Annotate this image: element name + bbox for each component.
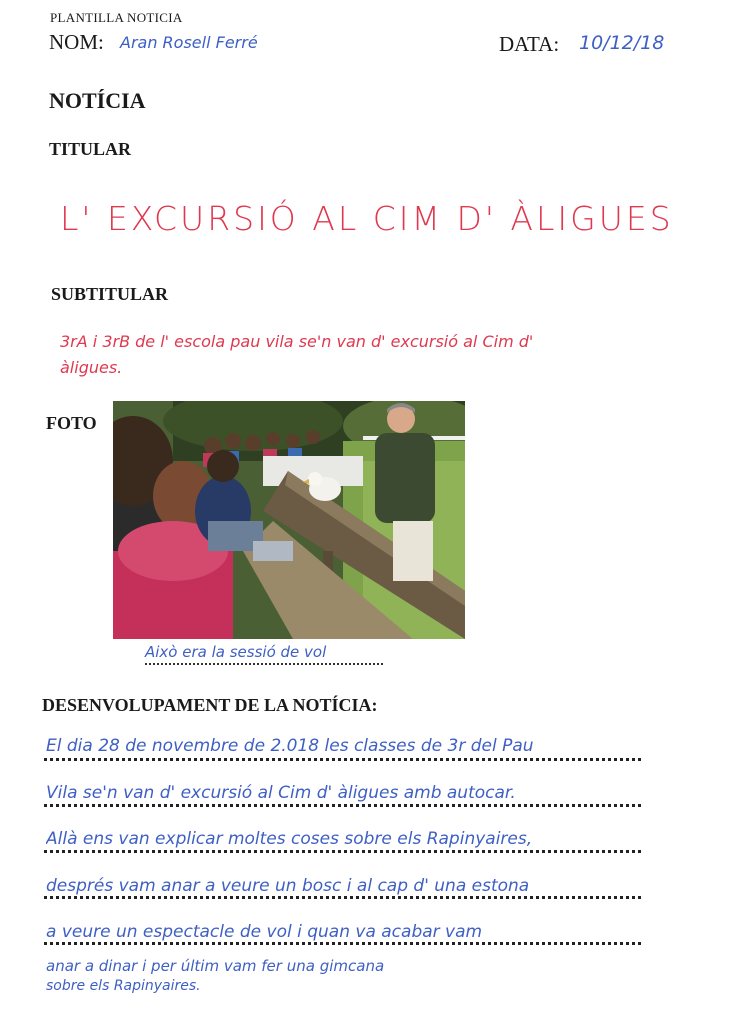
foto-label: FOTO — [46, 413, 97, 433]
template-label: PLANTILLA NOTICIA — [50, 10, 183, 25]
subtitular-label: SUBTITULAR — [51, 284, 169, 304]
photo-illustration — [113, 401, 465, 639]
writing-line-2 — [44, 804, 641, 807]
development-line-2: Vila se'n van d' excursió al Cim d' àligues amb autocar. — [46, 783, 516, 803]
development-line-7: sobre els Rapinyaires. — [46, 978, 201, 994]
writing-line-1 — [44, 758, 641, 761]
name-value: Aran Rosell Ferré — [120, 33, 258, 52]
photo-caption: Això era la sessió de vol — [145, 643, 383, 665]
development-line-5: a veure un espectacle de vol i quan va acabar vam — [46, 922, 483, 942]
titular-value: L' EXCURSIÓ AL CIM D' ÀLIGUES — [60, 199, 674, 238]
development-line-6: anar a dinar i per últim vam fer una gimcana — [46, 957, 385, 975]
writing-line-5 — [44, 942, 641, 945]
writing-line-4 — [44, 896, 641, 899]
development-label: DESENVOLUPAMENT DE LA NOTÍCIA: — [42, 695, 378, 715]
subtitular-line-1: 3rA i 3rB de l' escola pau vila se'n van d' excursió al Cim d' — [60, 332, 534, 351]
date-value: 10/12/18 — [579, 32, 665, 54]
excursion-photo — [113, 401, 465, 639]
development-line-4: després vam anar a veure un bosc i al cap d' una estona — [46, 876, 530, 896]
name-label: NOM: — [49, 30, 104, 54]
date-label: DATA: — [499, 32, 560, 56]
development-line-1: El dia 28 de novembre de 2.018 les classes de 3r del Pau — [46, 736, 534, 756]
subtitular-line-2: àligues. — [60, 358, 123, 377]
development-line-3: Allà ens van explicar moltes coses sobre els Rapinyaires, — [46, 829, 533, 849]
titular-label: TITULAR — [49, 139, 132, 159]
noticia-heading: NOTÍCIA — [49, 88, 146, 113]
writing-line-3 — [44, 850, 641, 853]
